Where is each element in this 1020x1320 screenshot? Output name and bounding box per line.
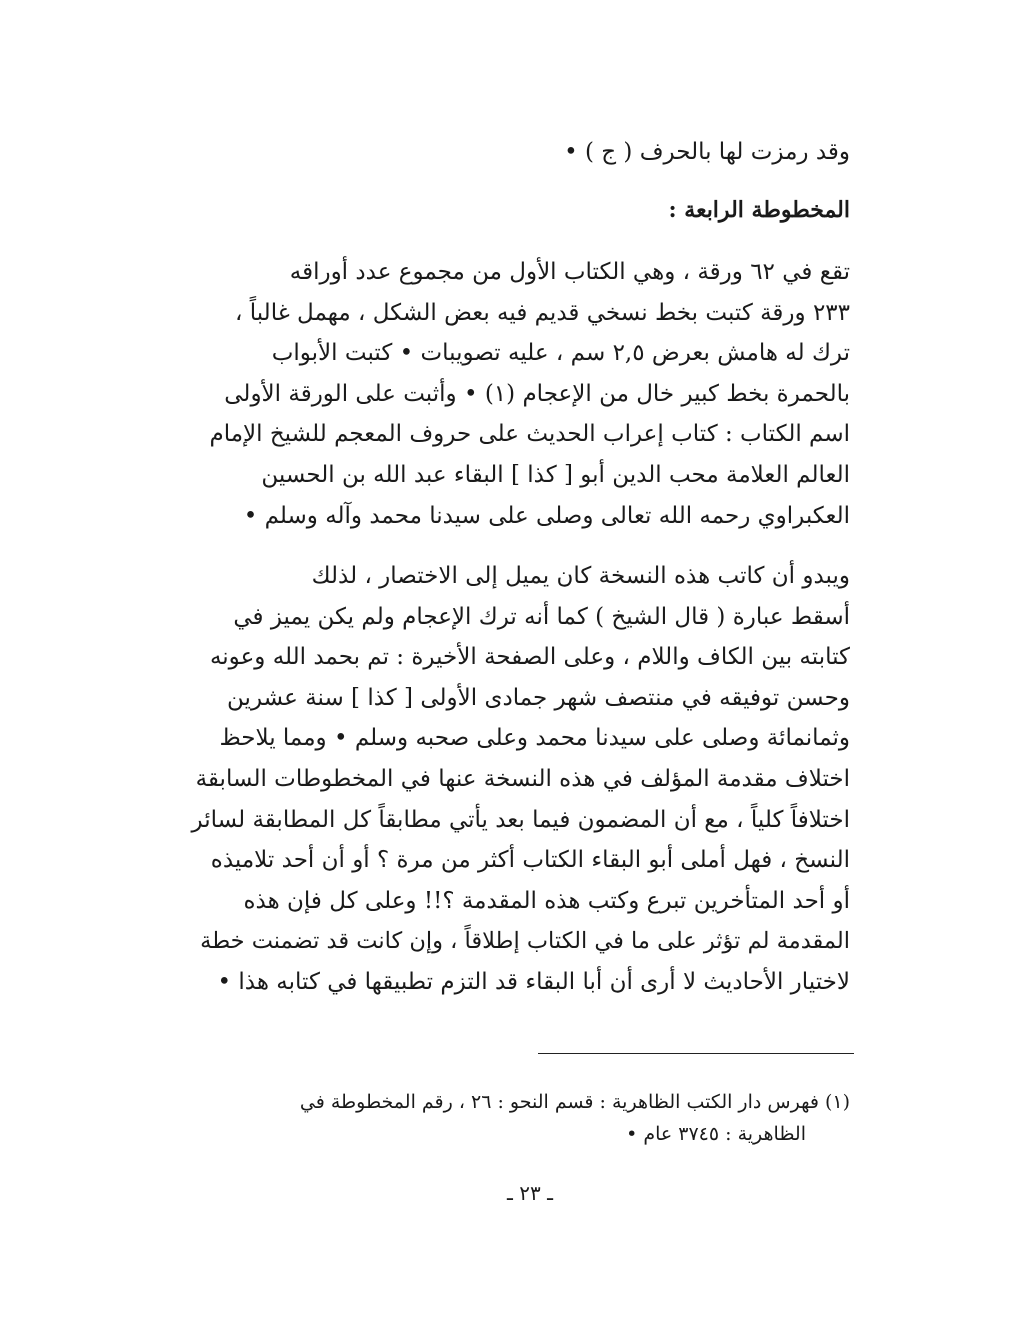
paragraph-copyist-notes xyxy=(190,556,850,1003)
paragraph-line: النسخ ، فهل أملى أبو البقاء الكتاب أكثر من مرة ؟ أو أن أحد تلاميذه xyxy=(210,847,850,874)
intro-line: وقد رمزت لها بالحرف ( ج ) • xyxy=(564,139,850,165)
section-heading: المخطوطة الرابعة : xyxy=(668,197,850,223)
footnote-line: (١) فهرس دار الكتب الظاهرية : قسم النحو : ٢٦ ، رقم المخطوطة في xyxy=(299,1091,850,1113)
paragraph-line: العكبراوي رحمه الله تعالى وصلى على سيدنا محمد وآله وسلم • xyxy=(243,502,850,529)
paragraph-line: أسقط عبارة ( قال الشيخ ) كما أنه ترك الإعجام ولم يكن يميز في xyxy=(233,603,850,630)
paragraph-line: ٢٣٣ ورقة كتبت بخط نسخي قديم فيه بعض الشكل ، مهمل غالباً ، xyxy=(235,299,850,326)
paragraph-line: ويبدو أن كاتب هذه النسخة كان يميل إلى الاختصار ، لذلك xyxy=(311,563,850,589)
paragraph-line: العالم العلامة محب الدين أبو [ كذا ] البقاء عبد الله بن الحسين xyxy=(261,461,850,488)
page-number: ـ ٢٣ ـ xyxy=(507,1181,553,1205)
paragraph-line: كتابته بين الكاف واللام ، وعلى الصفحة الأخيرة : تم بحمد الله وعونه xyxy=(209,644,850,671)
paragraph-line: بالحمرة بخط كبير خال من الإعجام (١) • وأثبت على الورقة الأولى xyxy=(224,380,850,407)
paragraph-line: وحسن توفيقه في منتصف شهر جمادى الأولى [ كذا ] سنة عشرين xyxy=(227,684,850,711)
footnote xyxy=(190,1086,850,1150)
paragraph-manuscript-description xyxy=(190,252,850,536)
paragraph-line: اختلاف مقدمة المؤلف في هذه النسخة عنها في المخطوطات السابقة xyxy=(195,765,850,792)
paragraph-line: المقدمة لم تؤثر على ما في الكتاب إطلاقاً ، وإن كانت قد تضمنت خطة xyxy=(200,928,850,955)
paragraph-line: ترك له هامش بعرض ٢,٥ سم ، عليه تصويبات • كتبت الأبواب xyxy=(271,340,850,367)
paragraph-line: تقع في ٦٢ ورقة ، وهي الكتاب الأول من مجموع عدد أوراقه xyxy=(289,259,850,285)
footnote-line: الظاهرية : ٣٧٤٥ عام • xyxy=(626,1123,806,1145)
footnote-divider xyxy=(538,1053,854,1054)
paragraph-line: وثمانمائة وصلى على سيدنا محمد وعلى صحبه وسلم • ومما يلاحظ xyxy=(219,725,850,752)
paragraph-line: اسم الكتاب : كتاب إعراب الحديث على حروف المعجم للشيخ الإمام xyxy=(209,421,850,448)
paragraph-line: لاختيار الأحاديث لا أرى أن أبا البقاء قد التزم تطبيقها في كتابه هذا • xyxy=(217,968,850,995)
paragraph-line: أو أحد المتأخرين تبرع وكتب هذه المقدمة ؟!! وعلى كل فإن هذه xyxy=(243,887,850,914)
paragraph-line: اختلافاً كلياً ، مع أن المضمون فيما بعد يأتي مطابقاً كل المطابقة لسائر xyxy=(191,806,850,833)
